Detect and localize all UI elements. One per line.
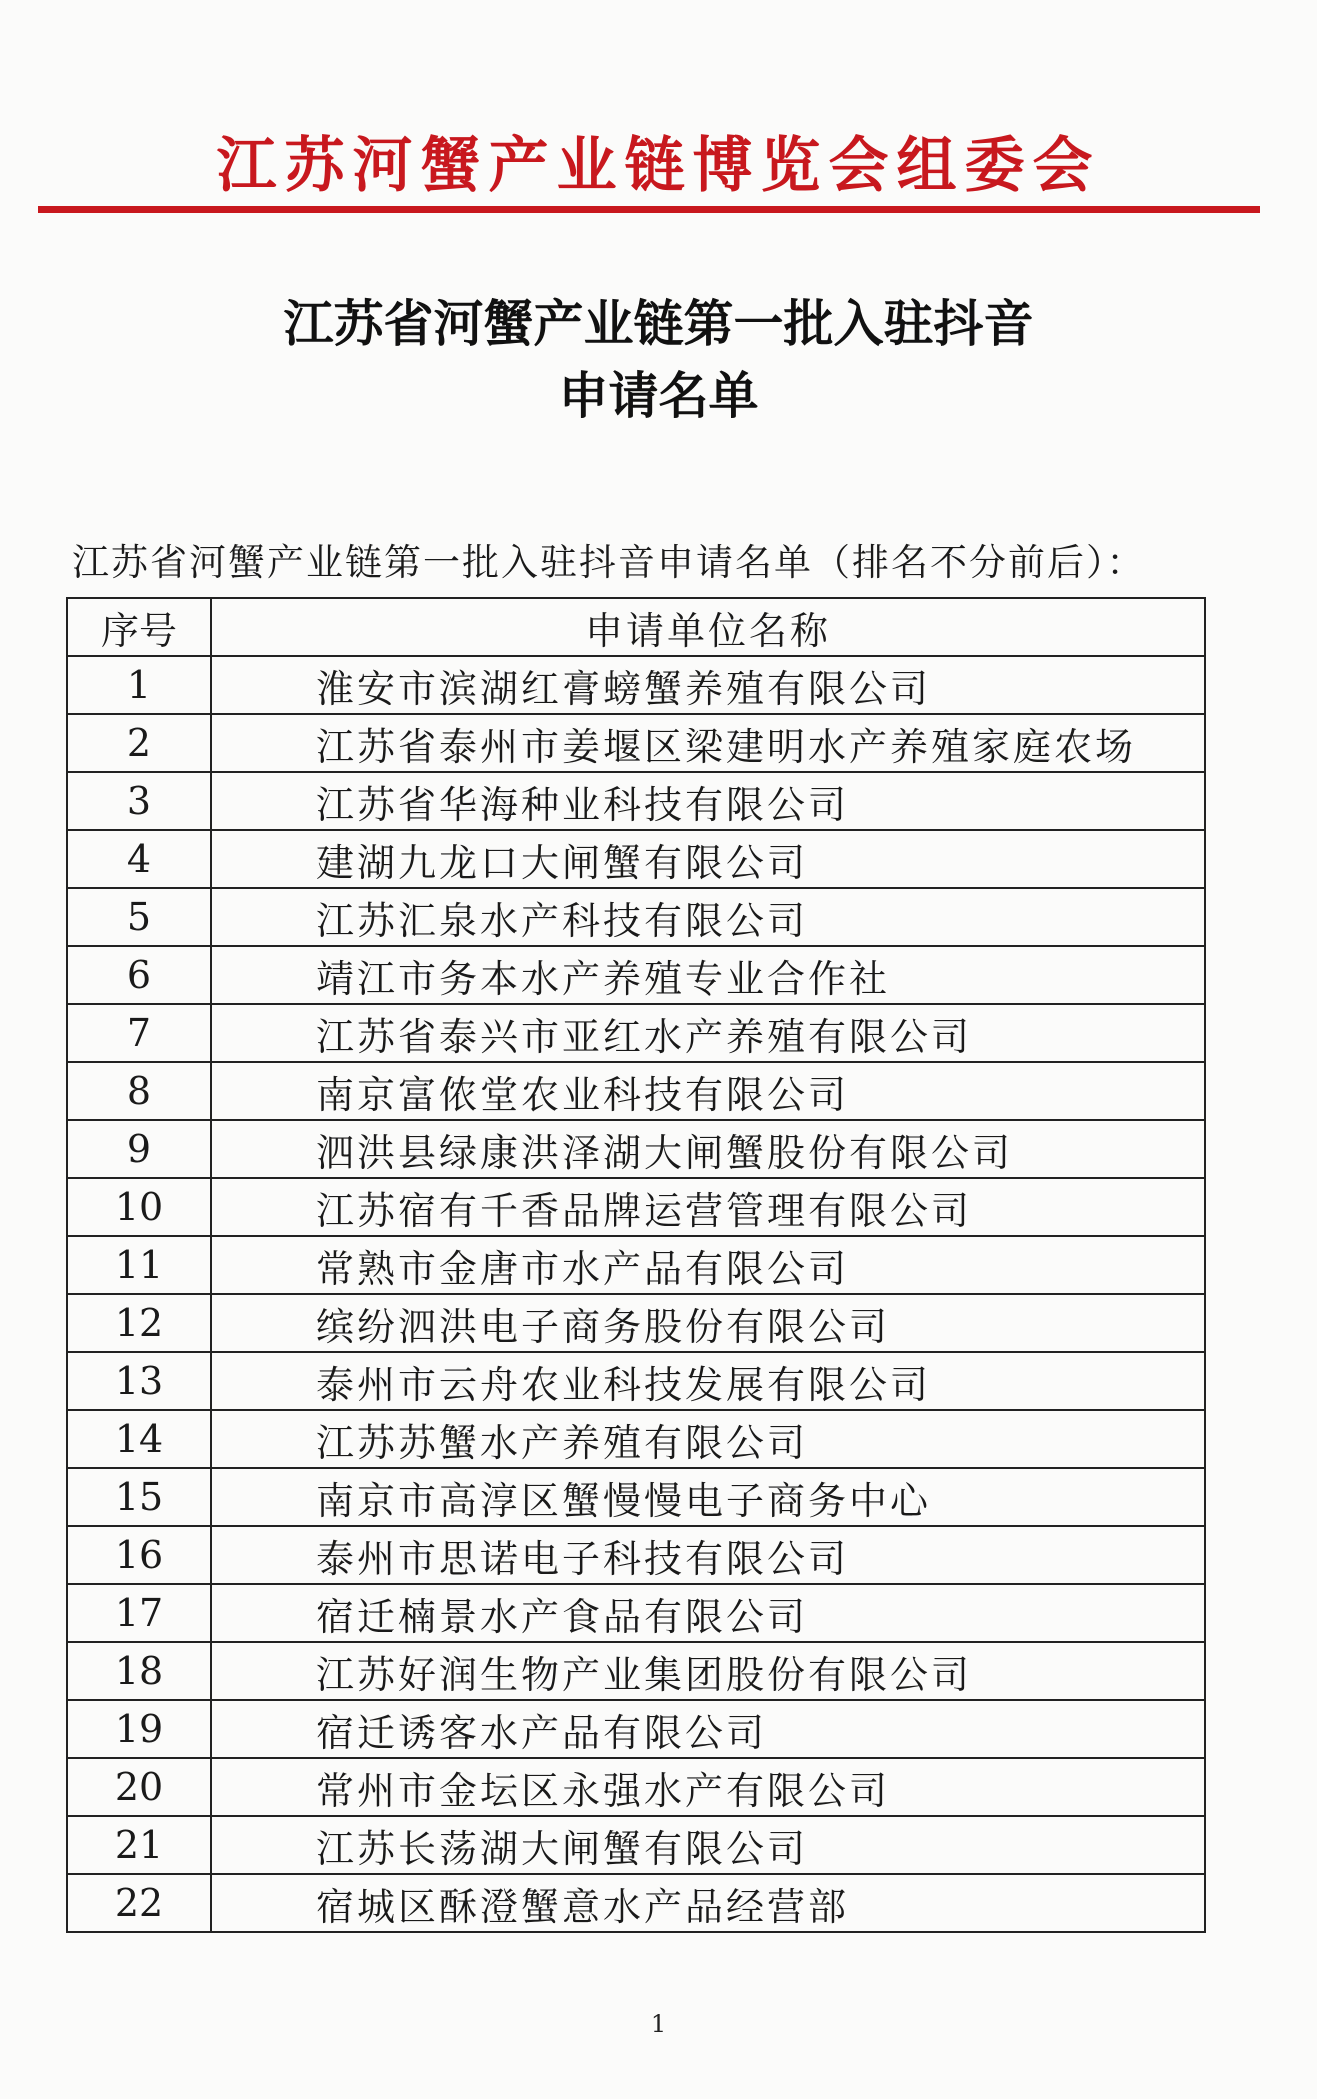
row-number: 22 — [67, 1874, 211, 1932]
document-title — [0, 288, 1317, 432]
applicant-name: 常熟市金唐市水产品有限公司 — [211, 1236, 1205, 1294]
table-row — [67, 1120, 1205, 1178]
row-number: 10 — [67, 1178, 211, 1236]
applicant-name: 江苏好润生物产业集团股份有限公司 — [211, 1642, 1205, 1700]
applicant-name: 江苏苏蟹水产养殖有限公司 — [211, 1410, 1205, 1468]
applicant-name: 江苏省泰州市姜堰区梁建明水产养殖家庭农场 — [211, 714, 1205, 772]
organization-header: 江苏河蟹产业链博览会组委会 — [216, 131, 1101, 201]
applicant-name: 江苏省华海种业科技有限公司 — [211, 772, 1205, 830]
table-row — [67, 1410, 1205, 1468]
row-number: 13 — [67, 1352, 211, 1410]
row-number: 8 — [67, 1062, 211, 1120]
row-number: 16 — [67, 1526, 211, 1584]
row-number: 15 — [67, 1468, 211, 1526]
row-number: 17 — [67, 1584, 211, 1642]
applicant-name: 泰州市思诺电子科技有限公司 — [211, 1526, 1205, 1584]
table-row — [67, 1294, 1205, 1352]
column-header-number: 序号 — [67, 598, 211, 656]
applicant-name: 江苏省泰兴市亚红水产养殖有限公司 — [211, 1004, 1205, 1062]
table-row — [67, 1352, 1205, 1410]
applicant-name: 宿城区酥澄蟹意水产品经营部 — [211, 1874, 1205, 1932]
applicant-name: 江苏汇泉水产科技有限公司 — [211, 888, 1205, 946]
table-row — [67, 1004, 1205, 1062]
document-title-line-1: 江苏省河蟹产业链第一批入驻抖音 — [283, 295, 1034, 353]
row-number: 9 — [67, 1120, 211, 1178]
applicant-name: 江苏长荡湖大闸蟹有限公司 — [211, 1816, 1205, 1874]
intro-text: 江苏省河蟹产业链第一批入驻抖音申请名单（排名不分前后）： — [72, 541, 1146, 584]
table-row — [67, 772, 1205, 830]
applicant-name: 宿迁诱客水产品有限公司 — [211, 1700, 1205, 1758]
applicant-name: 南京市高淳区蟹慢慢电子商务中心 — [211, 1468, 1205, 1526]
table-row — [67, 1874, 1205, 1932]
row-number: 2 — [67, 714, 211, 772]
table-row — [67, 1178, 1205, 1236]
row-number: 19 — [67, 1700, 211, 1758]
table-row — [67, 888, 1205, 946]
table-row — [67, 1758, 1205, 1816]
table-row — [67, 1526, 1205, 1584]
table-body — [67, 656, 1205, 1932]
table-row — [67, 830, 1205, 888]
applicant-name: 缤纷泗洪电子商务股份有限公司 — [211, 1294, 1205, 1352]
applicant-name: 淮安市滨湖红膏螃蟹养殖有限公司 — [211, 656, 1205, 714]
applicant-name: 泰州市云舟农业科技发展有限公司 — [211, 1352, 1205, 1410]
row-number: 3 — [67, 772, 211, 830]
row-number: 20 — [67, 1758, 211, 1816]
table-header-row — [67, 598, 1205, 656]
applicant-name: 泗洪县绿康洪泽湖大闸蟹股份有限公司 — [211, 1120, 1205, 1178]
table-row — [67, 1816, 1205, 1874]
table-row — [67, 1584, 1205, 1642]
table-row — [67, 946, 1205, 1004]
column-header-name: 申请单位名称 — [211, 598, 1205, 656]
row-number: 5 — [67, 888, 211, 946]
row-number: 1 — [67, 656, 211, 714]
table-row — [67, 1468, 1205, 1526]
row-number: 14 — [67, 1410, 211, 1468]
applicant-table — [66, 597, 1206, 1933]
table-row — [67, 1062, 1205, 1120]
row-number: 7 — [67, 1004, 211, 1062]
row-number: 12 — [67, 1294, 211, 1352]
table-row — [67, 1642, 1205, 1700]
applicant-name: 江苏宿有千香品牌运营管理有限公司 — [211, 1178, 1205, 1236]
row-number: 6 — [67, 946, 211, 1004]
table-row — [67, 656, 1205, 714]
applicant-name: 靖江市务本水产养殖专业合作社 — [211, 946, 1205, 1004]
applicant-name: 宿迁楠景水产食品有限公司 — [211, 1584, 1205, 1642]
row-number: 11 — [67, 1236, 211, 1294]
document-title-line-2: 申请名单 — [558, 367, 759, 425]
row-number: 4 — [67, 830, 211, 888]
row-number: 18 — [67, 1642, 211, 1700]
table-row — [67, 1236, 1205, 1294]
applicant-name: 建湖九龙口大闸蟹有限公司 — [211, 830, 1205, 888]
page-number: 1 — [650, 2010, 667, 2038]
header-divider — [38, 206, 1260, 213]
row-number: 21 — [67, 1816, 211, 1874]
table-row — [67, 714, 1205, 772]
applicant-name: 常州市金坛区永强水产有限公司 — [211, 1758, 1205, 1816]
applicant-name: 南京富侬堂农业科技有限公司 — [211, 1062, 1205, 1120]
table-row — [67, 1700, 1205, 1758]
